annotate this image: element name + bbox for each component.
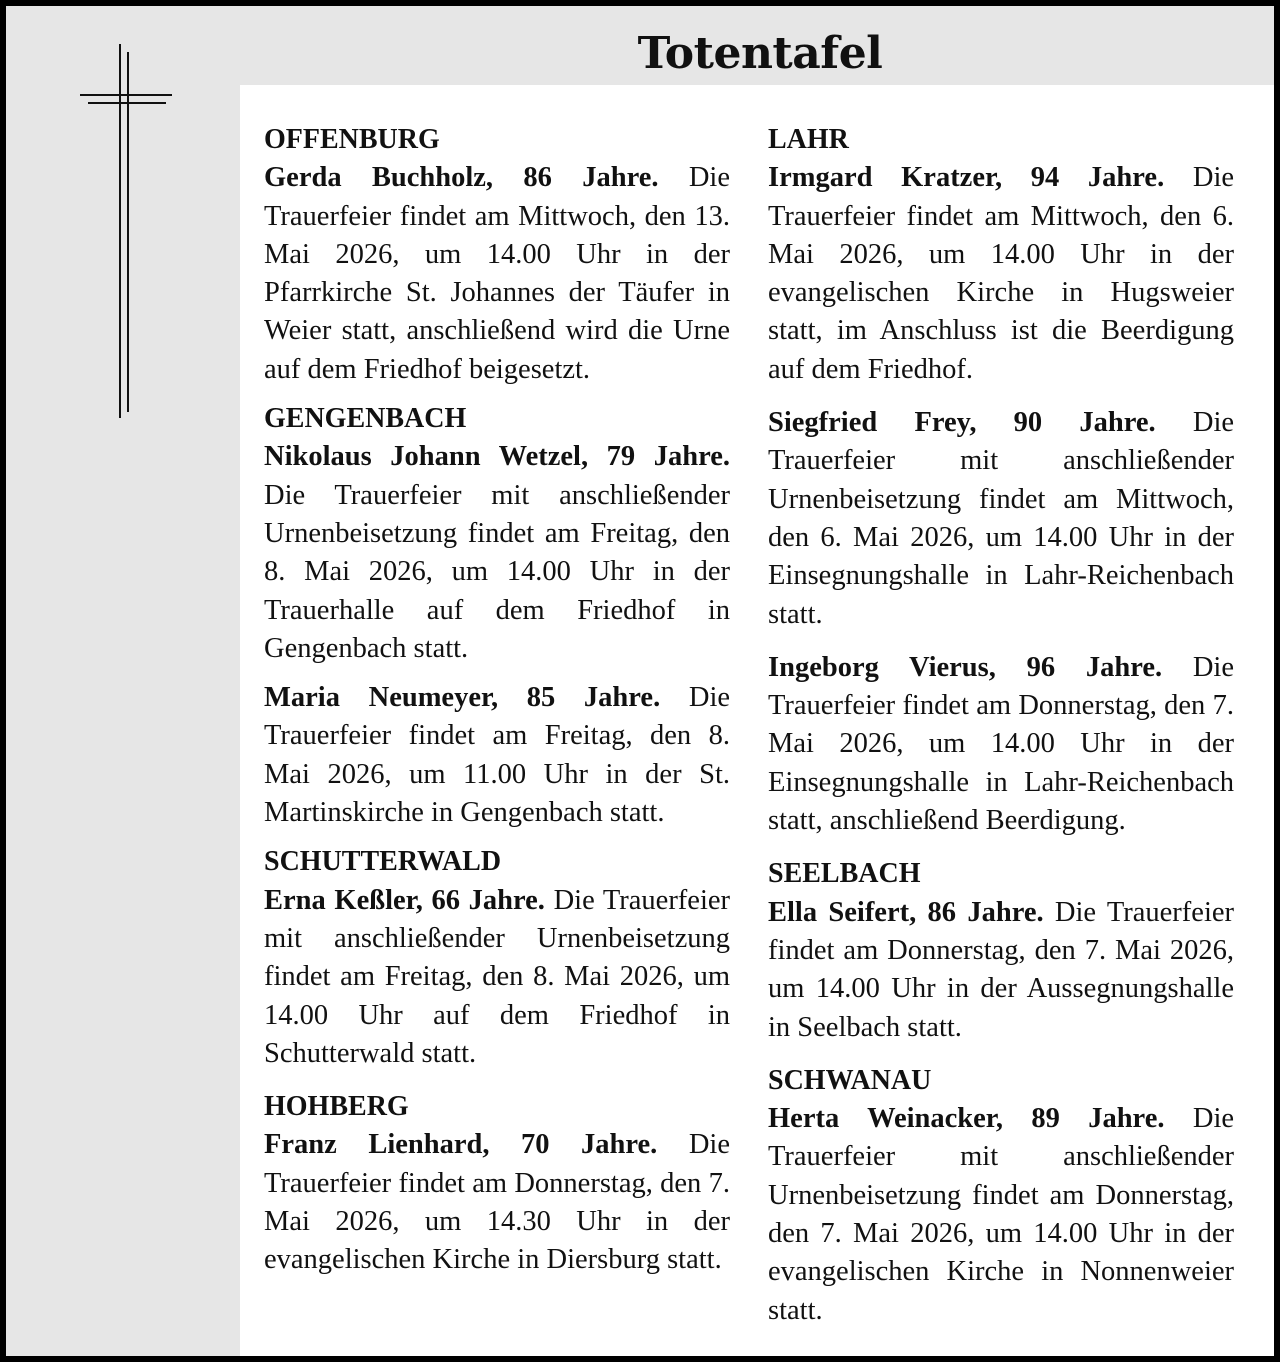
deceased-name: Franz Lienhard, 70 Jahre. <box>264 1129 658 1161</box>
obituary-entry <box>264 679 730 832</box>
ceremony-details: Die Trauerfeier mit anschließender Urnenbeisetzung findet am Donnerstag, den 7. Mai 2026, um 14.00 Uhr in der evangelischen Kirche in Nonnenweier statt. <box>768 1103 1235 1326</box>
ceremony-details: Die Trauerfeier findet am Mittwoch, den 13. Mai 2026, um 14.00 Uhr in der Pfarrkirche St. Johannes der Täufer in Weier statt, anschließend wird die Urne auf dem Friedhof beigesetzt. <box>264 162 730 385</box>
deceased-name: Irmgard Kratzer, 94 Jahre. <box>768 162 1165 194</box>
deceased-name: Herta Weinacker, 89 Jahre. <box>768 1103 1165 1135</box>
region-heading: GENGENBACH <box>264 403 467 435</box>
deceased-name: Erna Keßler, 66 Jahre. <box>264 884 545 916</box>
deceased-name: Nikolaus Johann Wetzel, 79 Jahre. <box>264 441 730 473</box>
ceremony-details: Die Trauerfeier mit anschließender Urnenbeisetzung findet am Mittwoch, den 6. Mai 2026, um 14.00 Uhr in der Einsegnungshalle in Lahr-Reichenbach statt. <box>768 407 1235 630</box>
obituary-entry <box>264 882 730 1073</box>
right-column <box>768 121 1234 1330</box>
ceremony-details: Die Trauerfeier findet am Mittwoch, den 6. Mai 2026, um 14.00 Uhr in der evangelischen Kirche in Hugsweier statt, im Anschluss ist die Beerdigung auf dem Friedhof. <box>768 162 1235 385</box>
ceremony-details: Die Trauerfeier mit anschließender Urnenbeisetzung findet am Freitag, den 8. Mai 2026, um 14.00 Uhr in der Trauerhalle auf dem Friedhof in Gengenbach statt. <box>264 479 730 664</box>
deceased-name: Ingeborg Vierus, 96 Jahre. <box>768 651 1163 683</box>
region-heading: SEELBACH <box>768 858 921 890</box>
region-heading: SCHWANAU <box>768 1064 932 1096</box>
ceremony-details: Die Trauerfeier findet am Donnerstag, den 7. Mai 2026, um 14.00 Uhr in der Aussegnungshalle in Seelbach statt. <box>768 896 1234 1043</box>
deceased-name: Gerda Buchholz, 86 Jahre. <box>264 162 659 194</box>
deceased-name: Siegfried Frey, 90 Jahre. <box>768 407 1156 439</box>
region-heading: HOHBERG <box>264 1091 409 1123</box>
ceremony-details: Die Trauerfeier findet am Donnerstag, den 7. Mai 2026, um 14.30 Uhr in der evangelischen Kirche in Diersburg statt. <box>264 1129 730 1276</box>
cross-icon <box>80 44 176 424</box>
page-title: Totentafel <box>637 28 883 79</box>
obituary-entry <box>264 159 730 389</box>
obituary-entry <box>768 649 1234 840</box>
obituary-entry <box>768 1100 1234 1330</box>
region-heading: LAHR <box>768 124 849 155</box>
region-heading: OFFENBURG <box>264 124 440 155</box>
notice-panel <box>240 85 1274 1357</box>
ceremony-details: Die Trauerfeier findet am Freitag, den 8. Mai 2026, um 11.00 Uhr in der St. Martinskirche in Gengenbach statt. <box>264 682 731 829</box>
obituary-entry <box>768 404 1234 634</box>
deceased-name: Maria Neumeyer, 85 Jahre. <box>264 682 661 714</box>
region-heading: SCHUTTERWALD <box>264 846 502 878</box>
obituary-entry <box>264 438 730 668</box>
obituary-entry <box>768 159 1234 389</box>
obituary-entry <box>264 1126 730 1279</box>
deceased-name: Ella Seifert, 86 Jahre. <box>768 896 1044 928</box>
left-column <box>264 121 730 1280</box>
obituary-entry <box>768 894 1234 1047</box>
ceremony-details: Die Trauerfeier findet am Donnerstag, den 7. Mai 2026, um 14.00 Uhr in der Einsegnungshalle in Lahr-Reichenbach statt, anschließend Beerdigung. <box>768 651 1234 837</box>
ceremony-details: Die Trauerfeier mit anschließender Urnenbeisetzung findet am Freitag, den 8. Mai 2026, um 14.00 Uhr auf dem Friedhof in Schutterwald statt. <box>264 884 731 1069</box>
